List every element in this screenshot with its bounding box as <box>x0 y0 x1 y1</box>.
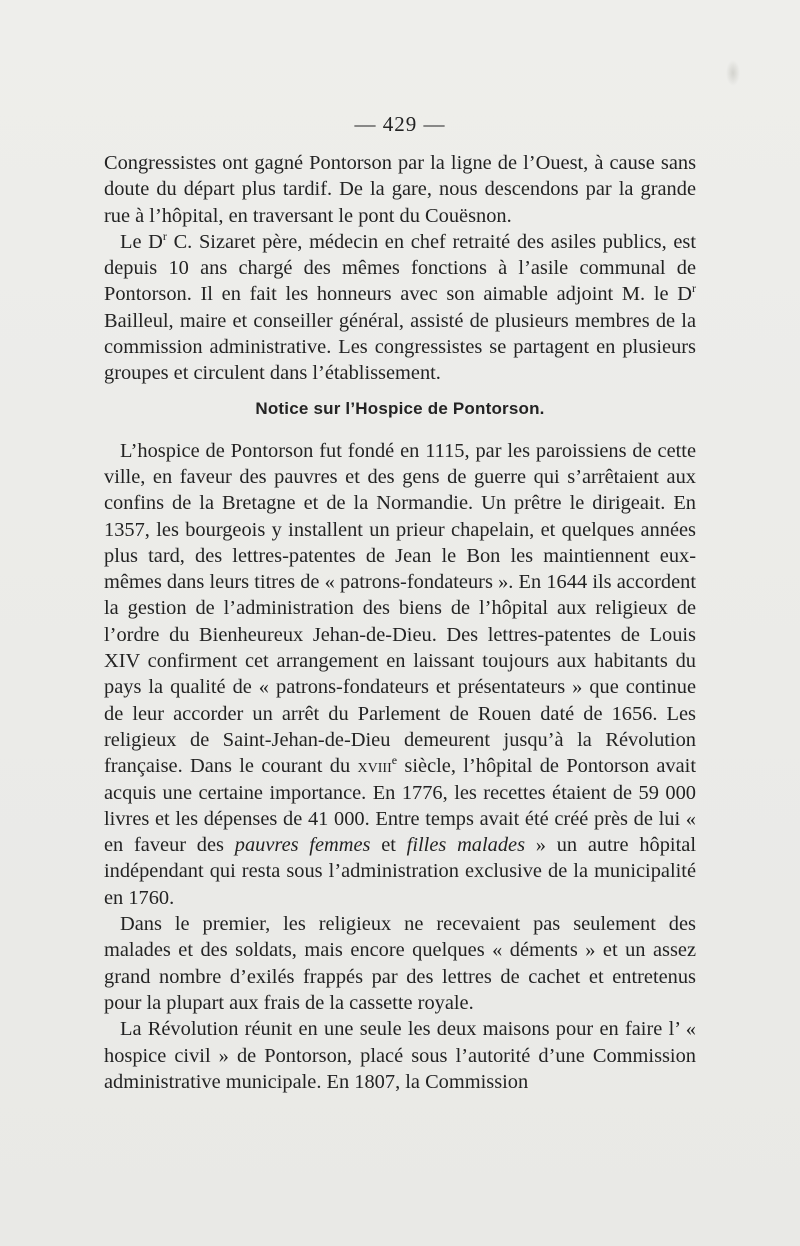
body-p1-part-b: siècle, l’hôpital de Pontorson avait acquis une certaine importance. En 1776, les recettes étaient de 59 000 livres et les dépenses de 41 000. Entre temps avait été créé près de lui « en faveur des <box>104 755 696 857</box>
intro-p2-sup-1: r <box>162 229 167 244</box>
intro-p2-part-c: Bailleul, maire et conseiller général, assisté de plusieurs membres de la commission administrative. Les congressistes se partagent en plusieurs groupes et circulent dans l’établissement. <box>104 309 696 385</box>
intro-paragraph-1: Congressistes ont gagné Pontorson par la ligne de l’Ouest, à cause sans doute du départ plus tardif. De la gare, nous descendons par la grande rue à l’hôpital, en traversant le pont du Couësnon. <box>104 152 696 227</box>
body-paragraph-3: La Révolution réunit en une seule les deux maisons pour en faire l’ « hospice civil » de Pontorson, placé sous l’autorité d’une Commission administrative municipale. En 1807, la Commission <box>104 1018 696 1093</box>
intro-paragraph-2 <box>104 229 696 387</box>
page-number: — 429 — <box>354 112 446 136</box>
section-title: Notice sur l’Hospice de Pontorson. <box>255 398 545 418</box>
italic-pauvres-femmes: pauvres femmes <box>234 834 371 857</box>
body-p1-part-d: » un autre hôpital indépendant qui resta sous l’administration exclusive de la municipalité en 1760. <box>104 834 696 909</box>
intro-p2-sup-2: r <box>692 281 696 296</box>
century-numeral: xviii <box>357 755 392 778</box>
paper-stain <box>726 60 740 86</box>
body-p1-part-c: et <box>370 834 407 857</box>
page-text-block <box>104 150 696 1095</box>
intro-p2-part-b: C. Sizaret père, médecin en chef retraité des asiles publics, est depuis 10 ans chargé des mêmes fonctions à l’asile communal de Pontorson. Il en fait les honneurs avec son aimable adjoint M. le D <box>104 230 696 306</box>
century-sup: e <box>391 753 398 768</box>
italic-filles-malades: filles malades <box>406 834 526 857</box>
body-p1-part-a: L’hospice de Pontorson fut fondé en 1115, par les paroissiens de cette ville, en faveur des pauvres et des gens de guerre qui s’arrêtaient aux confins de la Bretagne et de la Normandie. Un prêtre le dirigeait. En 1357, les bourgeois y installent un prieur chapelain, et quelques années plus tard, des lettres-patentes de Jean le Bon les maintiennent eux-mêmes dans leurs titres de « patrons-fondateurs ». En 1644 ils accordent la gestion de l’administration des biens de l’hôpital aux religieux de l’ordre du Bienheureux Jehan-de-Dieu. Des lettres-patentes de Louis XIV confirment cet arrangement en laissant toujours aux habitants du pays la qualité de « patrons-fondateurs et présentateurs » que continue de leur accorder un arrêt du Parlement de Rouen daté de 1656. Les religieux de Saint-Jehan-de-Dieu demeurent jusqu’à la Révolution française. Dans le courant du <box>104 439 696 778</box>
body-paragraph-2: Dans le premier, les religieux ne recevaient pas seulement des malades et des soldats, mais encore quelques « déments » et un assez grand nombre d’exilés frappés par des lettres de cachet et entretenus pour la plupart aux frais de la cassette royale. <box>104 913 696 1014</box>
intro-p2-part-a: Le D <box>120 230 163 253</box>
body-paragraph-1 <box>104 438 696 911</box>
